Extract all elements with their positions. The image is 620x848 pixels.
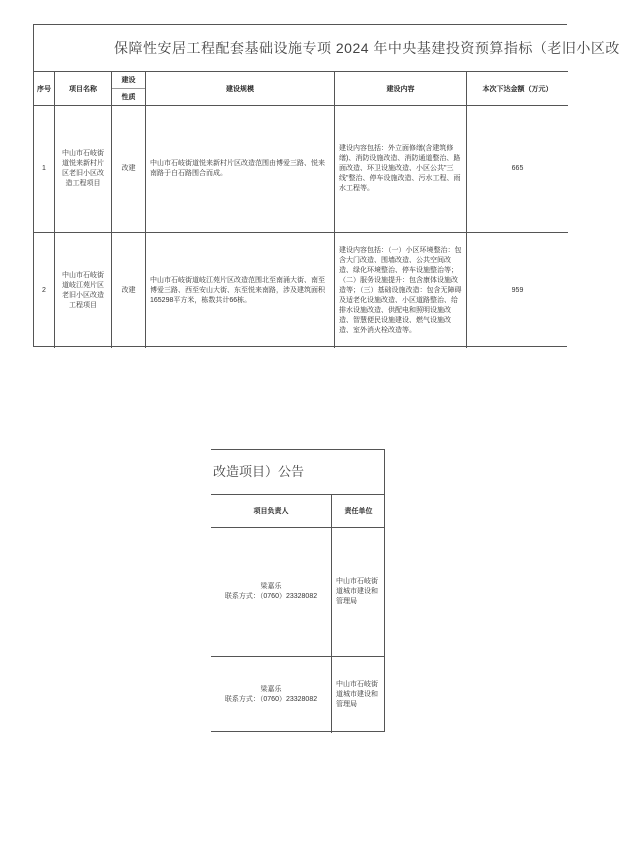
contact-table (211, 449, 385, 732)
row1-project-name: 中山市石岐街道悦来新村片区老旧小区改造工程项目 (62, 150, 104, 187)
contact-table-title: 改造项目）公告 (213, 464, 305, 479)
header-unit: 责任单位 (344, 508, 373, 515)
header-nature-line2: 性质 (121, 94, 136, 101)
row2-seq: 2 (42, 286, 46, 294)
contact-row1-unit: 中山市石岐街道城市建设和管理局 (336, 578, 378, 605)
budget-table-title: 保障性安居工程配套基础设施专项 2024 年中央基建投资预算指标（老旧小区改 (114, 40, 620, 56)
budget-table (33, 24, 620, 347)
row1-content: 建设内容包括：外立面修缮(含建筑修缮)、消防设施改造、消防通道整治、路面改造、环卫设施改造、小区公共"三线"整治、停车设施改造、污水工程、雨水工程等。 (339, 145, 461, 192)
contact-row2-manager-phone: 联系方式：（0760）23328082 (224, 696, 318, 703)
header-scale: 建设规模 (226, 85, 254, 93)
row1-scale: 中山市石岐街道悦来新村片区改造范围由博爱三路、悦来南路于白石路围合而成。 (150, 160, 325, 177)
contact-row2-manager-name: 梁嘉乐 (260, 686, 282, 693)
header-nature-line1: 建设 (121, 77, 136, 84)
row2-amount: 959 (511, 286, 524, 294)
header-content: 建设内容 (386, 85, 415, 93)
contact-row1-manager-name: 梁嘉乐 (260, 583, 282, 590)
header-manager: 项目负责人 (253, 508, 289, 515)
header-seq: 序号 (37, 85, 51, 93)
contact-row1-manager (211, 528, 331, 656)
row2-project-name: 中山市石岐街道岐江苑片区老旧小区改造工程项目 (62, 271, 104, 309)
contact-row2-unit: 中山市石岐街道城市建设和管理局 (336, 681, 378, 708)
header-project-name: 项目名称 (69, 85, 97, 93)
header-amount: 本次下达金额（万元） (482, 85, 553, 93)
row1-seq: 1 (42, 165, 46, 172)
row2-content: 建设内容包括：（一）小区环境整治：包含大门改造、围墙改造、公共空间改造、绿化环境整治、停车设施整治等；（二）服务设施提升：包含康体设施改造等；（三）基础设施改造：包含无障碍及适老化设施改造、小区道路整治、给排水设施改造、供配电和照明设施改造、智慧便民设施建设、燃气设施改造、室外消火栓改造等。 (339, 246, 462, 334)
row1-nature: 改建 (121, 165, 136, 172)
contact-row2-manager (211, 657, 331, 733)
row2-scale: 中山市石岐街道岐江苑片区改造范围北至南涌大街、南至博爱三路、西至安山大街、东至悦来南路，涉及建筑面积165298平方米，栋数共计66栋。 (150, 276, 325, 304)
row1-amount: 665 (511, 165, 524, 172)
row2-nature: 改建 (121, 286, 136, 294)
contact-row1-manager-phone: 联系方式：（0760）23328082 (224, 593, 318, 600)
